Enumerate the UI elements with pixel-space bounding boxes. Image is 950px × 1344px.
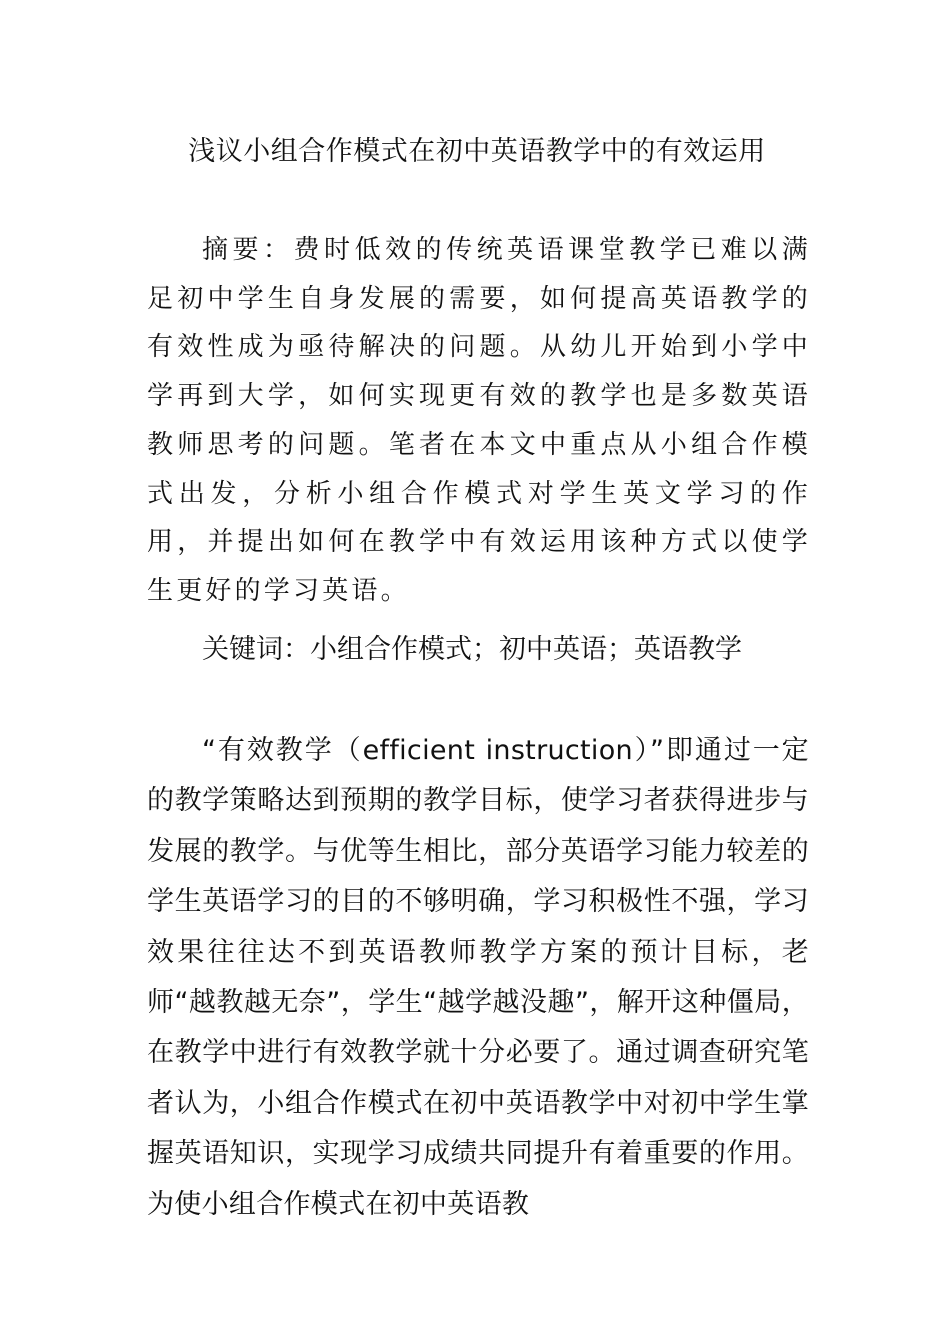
keywords-paragraph xyxy=(147,626,811,674)
abstract-text: 费时低效的传统英语课堂教学已难以满足初中学生自身发展的需要，如何提高英语教学的有效性成为亟待解决的问题。从幼儿开始到小学中学再到大学，如何实现更有效的教学也是多数英语教师思考的问题。笔者在本文中重点从小组合作模式出发，分析小组合作模式对学生英文学习的作用，并提出如何在教学中有效运用该种方式以使学生更好的学习英语。 xyxy=(147,235,811,606)
body-paragraph: “有效教学（efficient instruction）”即通过一定的教学策略达到预期的教学目标，使学习者获得进步与发展的教学。与优等生相比，部分英语学习能力较差的学生英语学习的目的不够明确，学习积极性不强，学习效果往往达不到英语教师教学方案的预计目标，老师“越教越无奈”，学生“越学越没趣”，解开这种僵局，在教学中进行有效教学就十分必要了。通过调查研究笔者认为，小组合作模式在初中英语教学中对初中学生掌握英语知识，实现学习成绩共同提升有着重要的作用。为使小组合作模式在初中英语教 xyxy=(147,735,809,1220)
keywords-text: 小组合作模式；初中英语；英语教学 xyxy=(310,634,742,665)
document-title: 浅议小组合作模式在初中英语教学中的有效运用 xyxy=(188,136,766,167)
keywords-label: 关键词： xyxy=(202,634,310,665)
abstract-label: 摘要： xyxy=(202,235,294,265)
abstract-paragraph xyxy=(147,226,811,616)
